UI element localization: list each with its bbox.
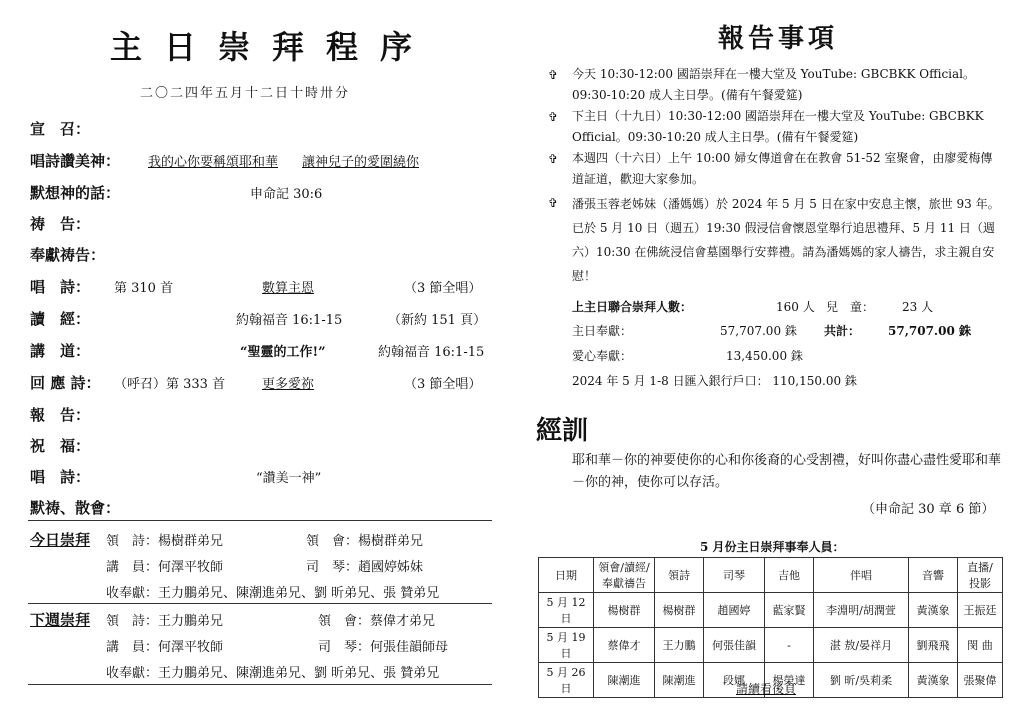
schedule-cell: 王力鵬 bbox=[655, 628, 704, 663]
table-row bbox=[539, 593, 1003, 628]
this-week-speaker: 講 員：何澤平牧師 bbox=[106, 560, 224, 575]
cross-bullet-icon: ✞ bbox=[548, 68, 559, 82]
next-week-label: 下週崇拜 bbox=[30, 611, 91, 629]
schedule-cell: 楊樹群 bbox=[655, 593, 704, 628]
schedule-header: 司琴 bbox=[704, 558, 765, 593]
schedule-table bbox=[538, 557, 1003, 698]
hymn-song-1: 我的心你要稱頌耶和華 bbox=[148, 155, 279, 170]
schedule-cell: 趙國婷 bbox=[704, 593, 765, 628]
report-label: 報 告： bbox=[30, 406, 91, 424]
verse-text: 耶和華－你的神要使你的心和你後裔的心受割禮，好叫你盡心盡性愛耶和華－你的神，使你可以存活。 bbox=[572, 453, 1002, 490]
sermon-ref: 約翰福音 16:1-15 bbox=[378, 345, 485, 360]
offering-prayer-label: 奉獻祷告： bbox=[30, 246, 106, 264]
sing-number: 第 310 首 bbox=[114, 281, 174, 296]
hymn-song-2: 讓神兒子的愛圍繞你 bbox=[302, 155, 420, 170]
this-week-worship-lead: 領 詩：楊樹群弟兄 bbox=[106, 534, 224, 549]
schedule-header: 日期 bbox=[539, 558, 594, 593]
cross-bullet-icon: ✞ bbox=[548, 152, 559, 166]
schedule-cell: 李淵明/胡潤萱 bbox=[814, 593, 909, 628]
schedule-title: 5 月份主日崇拜事奉人員： bbox=[700, 540, 845, 554]
next-week-offering: 收奉獻：王力鵬弟兄、陳潮進弟兄、劉 昕弟兄、張 贊弟兄 bbox=[106, 666, 440, 681]
schedule-cell: 王振廷 bbox=[958, 593, 1003, 628]
sermon-label: 講 道： bbox=[30, 342, 91, 360]
reading-note: （新約 151 頁） bbox=[388, 313, 487, 328]
program-title: 主日崇拜程序 bbox=[110, 28, 435, 66]
announcement-item: 今天 10:30-12:00 國語崇拜在一樓大堂及 YouTube: GBCBKK Official。09:30-10:20 成人主日學。(備有午餐愛筵) bbox=[572, 67, 975, 102]
total-value: 57,707.00 銖 bbox=[888, 324, 971, 338]
schedule-cell: 楊榮達 bbox=[765, 663, 814, 698]
schedule-cell: 湛 敖/晏祥月 bbox=[814, 628, 909, 663]
verse-title: 經訓 bbox=[536, 416, 589, 446]
love-offering-value: 13,450.00 銖 bbox=[726, 349, 803, 363]
next-week-speaker: 講 員：何澤平牧師 bbox=[106, 640, 224, 655]
schedule-cell: 劉 昕/吳莉柔 bbox=[814, 663, 909, 698]
announcement-item: 本週四（十六日）上午 10:00 婦女傳道會在在教會 51-52 室聚會，由廖愛梅傳道証道，歡迎大家參加。 bbox=[572, 151, 993, 186]
announcements-title: 報告事項 bbox=[718, 24, 839, 54]
cross-bullet-icon: ✞ bbox=[548, 196, 559, 210]
response-label: 回 應 詩： bbox=[30, 374, 101, 392]
children-count: 23 人 bbox=[902, 300, 934, 314]
closing-label: 默祷、散會： bbox=[30, 499, 121, 517]
program-datetime: 二〇二四年五月十二日十時卅分 bbox=[140, 86, 351, 101]
schedule-cell: 藍家賢 bbox=[765, 593, 814, 628]
schedule-cell: 黃漢象 bbox=[909, 593, 958, 628]
this-week-offering: 收奉獻：王力鵬弟兄、陳潮進弟兄、劉 昕弟兄、張 贊弟兄 bbox=[106, 586, 440, 601]
schedule-header: 領詩 bbox=[655, 558, 704, 593]
schedule-header: 吉他 bbox=[765, 558, 814, 593]
schedule-cell: 陳潮進 bbox=[594, 663, 655, 698]
schedule-cell: - bbox=[765, 628, 814, 663]
divider bbox=[28, 684, 492, 685]
schedule-cell: 5 月 26 日 bbox=[539, 663, 594, 698]
meditation-ref: 申命記 30:6 bbox=[250, 187, 323, 202]
divider bbox=[28, 603, 492, 604]
prayer-label: 祷 告： bbox=[30, 215, 91, 233]
love-offering-label: 愛心奉獻： bbox=[572, 349, 633, 363]
schedule-cell: 5 月 12 日 bbox=[539, 593, 594, 628]
continue-next-page: 請續看後頁 bbox=[736, 682, 797, 696]
this-week-pianist: 司 琴：趙國婷姊妹 bbox=[306, 560, 424, 575]
divider bbox=[28, 520, 492, 521]
schedule-header: 直播/投影 bbox=[958, 558, 1003, 593]
hymn-label: 唱詩讚美神： bbox=[30, 152, 121, 170]
reading-ref: 約翰福音 16:1-15 bbox=[236, 313, 343, 328]
schedule-header: 領會/讀經/奉獻禱告 bbox=[594, 558, 655, 593]
announcement-item: 潘張玉蓉老姊妹（潘媽媽）於 2024 年 5 月 5 日在家中安息主懷，旅世 93 年。已於 5 月 10 日（週五）19:30 假浸信會懷恩堂舉行追思禮拜、5 月 11 日（週六）10:30 在佛統浸信會墓園舉行安葬禮。請為潘媽媽的家人禱告，求主親自安慰！ bbox=[572, 197, 1000, 283]
next-week-worship-lead: 領 詩：王力鵬弟兄 bbox=[106, 614, 224, 629]
sing-label: 唱 詩： bbox=[30, 278, 91, 296]
bank-transfer-line: 2024 年 5 月 1-8 日匯入銀行戶口： 110,150.00 銖 bbox=[572, 374, 857, 388]
response-number: （呼召）第 333 首 bbox=[114, 377, 226, 392]
schedule-cell: 黃漢象 bbox=[909, 663, 958, 698]
schedule-cell: 劉飛飛 bbox=[909, 628, 958, 663]
schedule-cell: 何張佳韻 bbox=[704, 628, 765, 663]
schedule-cell: 張聚偉 bbox=[958, 663, 1003, 698]
total-label: 共計： bbox=[824, 324, 861, 338]
sermon-title: “聖靈的工作!” bbox=[240, 345, 326, 360]
verse-reference: （申命記 30 章 6 節） bbox=[862, 502, 995, 517]
blessing-label: 祝 福： bbox=[30, 437, 91, 455]
this-week-label: 今日崇拜 bbox=[30, 531, 91, 549]
call-label: 宣 召： bbox=[30, 120, 91, 138]
schedule-cell: 5 月 19 日 bbox=[539, 628, 594, 663]
attendance-adults: 160 人 bbox=[776, 300, 815, 314]
closing-sing-label: 唱 詩： bbox=[30, 468, 91, 486]
cross-bullet-icon: ✞ bbox=[548, 110, 559, 124]
sing-note: （3 節全唱） bbox=[404, 281, 482, 296]
this-week-meeting-lead: 領 會：楊樹群弟兄 bbox=[306, 534, 424, 549]
schedule-cell: 閔 曲 bbox=[958, 628, 1003, 663]
announcement-item: 下主日（十九日）10:30-12:00 國語崇拜在一樓大堂及 YouTube: GBCBKK Official。09:30-10:20 成人主日學。(備有午餐愛筵) bbox=[572, 109, 984, 144]
reading-label: 讀 經： bbox=[30, 310, 91, 328]
sunday-offering-value: 57,707.00 銖 bbox=[720, 324, 797, 338]
response-note: （3 節全唱） bbox=[404, 377, 482, 392]
schedule-header: 伴唱 bbox=[814, 558, 909, 593]
schedule-cell: 蔡偉才 bbox=[594, 628, 655, 663]
response-title: 更多愛祢 bbox=[262, 377, 315, 392]
table-row bbox=[539, 628, 1003, 663]
schedule-header: 音響 bbox=[909, 558, 958, 593]
children-label: 兒 童： bbox=[826, 300, 875, 314]
schedule-header-row bbox=[539, 558, 1003, 593]
attendance-label: 上主日聯合崇拜人數： bbox=[572, 300, 693, 314]
next-week-meeting-lead: 領 會：蔡偉才弟兄 bbox=[318, 614, 436, 629]
meditation-label: 默想神的話： bbox=[30, 184, 121, 202]
schedule-cell: 段娜 bbox=[704, 663, 765, 698]
next-week-pianist: 司 琴：何張佳韻師母 bbox=[318, 640, 449, 655]
sunday-offering-label: 主日奉獻： bbox=[572, 324, 633, 338]
schedule-cell: 楊樹群 bbox=[594, 593, 655, 628]
schedule-cell: 陳潮進 bbox=[655, 663, 704, 698]
sing-title: 數算主恩 bbox=[262, 281, 315, 296]
closing-song: “讚美一神” bbox=[256, 471, 322, 486]
